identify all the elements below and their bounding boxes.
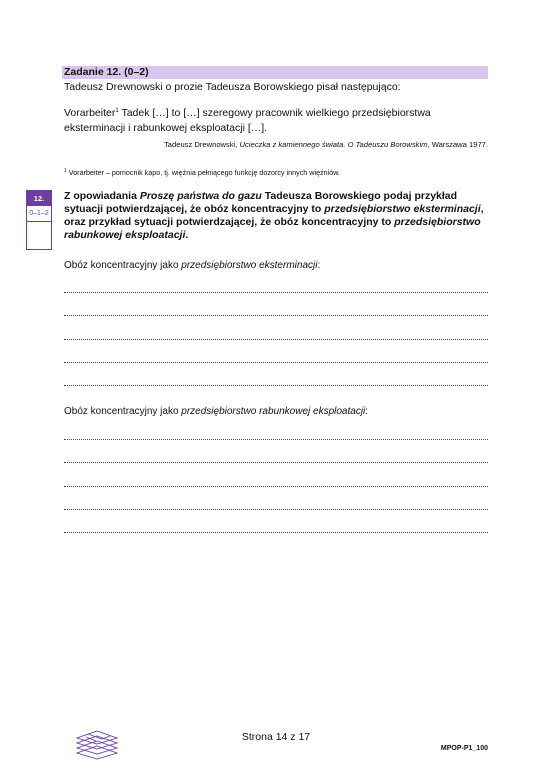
instruction-term-extermination: przedsiębiorstwo eksterminacji bbox=[324, 203, 481, 215]
answer-line[interactable] bbox=[64, 486, 488, 487]
answer-line[interactable] bbox=[64, 439, 488, 440]
prompt1-term: przedsiębiorstwo eksterminacji bbox=[181, 260, 318, 271]
instruction-story-title: Proszę państwa do gazu bbox=[139, 190, 262, 202]
score-task-number: 12. bbox=[27, 191, 51, 206]
instruction-text-2: Tadeusza Borowskiego podaj przykład sytuacji potwierdzającej, że obóz koncentracyjny to bbox=[64, 190, 458, 215]
task-intro: Tadeusz Drewnowski o prozie Tadeusza Borowskiego pisał następująco: bbox=[64, 81, 401, 93]
quote bbox=[64, 104, 494, 136]
quote-line2: eksterminacji i rabunkowej eksploatacji […]. bbox=[64, 122, 268, 134]
instruction-term-exploitation: przedsiębiorstwo rabunkowej eksploatacji bbox=[64, 216, 481, 241]
answer-line[interactable] bbox=[64, 292, 488, 293]
answer-prompt-extermination bbox=[64, 259, 320, 272]
quote-word: Vorarbeiter bbox=[64, 107, 116, 119]
instruction-text-3: , oraz przykład sytuacji potwierdzającej, że obóz koncentracyjny to bbox=[64, 203, 484, 228]
prompt1-tail: : bbox=[317, 260, 321, 271]
source-title: Ucieczka z kamiennego świata. O Tadeuszu Borowskim bbox=[239, 140, 428, 149]
exam-code: MPOP-P1_100 bbox=[440, 745, 488, 752]
answer-prompt-exploitation bbox=[64, 405, 368, 418]
prompt2-lead: Obóz koncentracyjny jako bbox=[64, 406, 182, 417]
score-entry-field bbox=[27, 222, 51, 250]
quote-source bbox=[164, 140, 488, 150]
score-box bbox=[26, 190, 52, 250]
quote-line1: Tadek […] to […] szeregowy pracownik wielkiego przedsiębiorstwa bbox=[118, 107, 431, 119]
page-number: Strona 14 z 17 bbox=[241, 731, 311, 743]
answer-line[interactable] bbox=[64, 362, 488, 363]
answer-line[interactable] bbox=[64, 385, 488, 386]
score-range: 0–1–2 bbox=[27, 206, 51, 222]
answer-line[interactable] bbox=[64, 462, 488, 463]
footnote bbox=[64, 166, 340, 178]
source-author: Tadeusz Drewnowski, bbox=[163, 140, 240, 149]
answer-line[interactable] bbox=[64, 509, 488, 510]
task-title: Zadanie 12. (0–2) bbox=[64, 66, 149, 78]
source-rest: , Warszawa 1977. bbox=[427, 140, 488, 149]
instruction-text-4: . bbox=[185, 229, 189, 241]
footnote-text: Vorarbeiter – pomocnik kapo, tj. więźnia pełniącego funkcję dozorcy innych więźniów. bbox=[66, 168, 341, 177]
prompt1-lead: Obóz koncentracyjny jako bbox=[64, 260, 182, 271]
answer-line[interactable] bbox=[64, 532, 488, 533]
answer-line[interactable] bbox=[64, 315, 488, 316]
prompt2-term: przedsiębiorstwo rabunkowej eksploatacji bbox=[181, 406, 366, 417]
instruction-text-1: Z opowiadania bbox=[64, 190, 140, 202]
task-instruction bbox=[64, 190, 494, 242]
quote-footnote-mark: 1 bbox=[115, 108, 119, 114]
answer-line[interactable] bbox=[64, 339, 488, 340]
prompt2-tail: : bbox=[365, 406, 369, 417]
footnote-mark: 1 bbox=[64, 168, 67, 174]
